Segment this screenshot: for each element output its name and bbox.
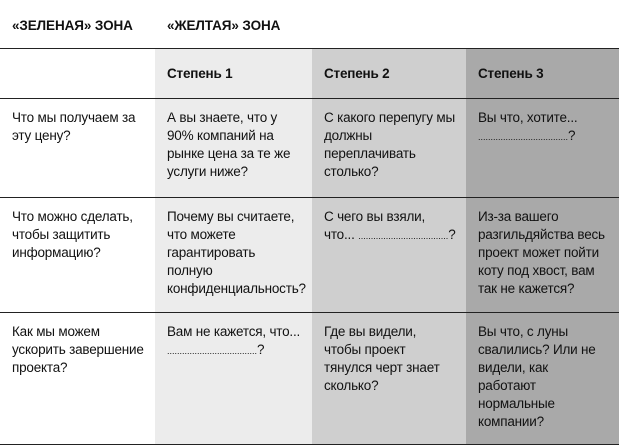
answer-price-degree-3-text: Вы что, хотите... <box>478 110 578 125</box>
blank-line: .................................... <box>167 346 258 356</box>
answer-tail: ? <box>568 128 576 143</box>
answer-speed-degree-1-text: Вам не кажется, что... <box>167 324 301 339</box>
answer-protect-degree-3: Из-за вашего разгильдяйства весь проект может пойти коту под хвост, вам так не кажется? <box>466 198 619 313</box>
blank-line: .................................... <box>358 231 449 241</box>
green-zone-title: «ЗЕЛЕНАЯ» ЗОНА <box>12 18 133 33</box>
answer-protect-degree-2 <box>312 198 466 313</box>
blank-line: .................................... <box>478 132 569 142</box>
answer-speed-degree-1 <box>155 313 312 445</box>
answer-protect-degree-2-text-2: что... <box>324 227 359 242</box>
answer-tail: ? <box>257 342 265 357</box>
header-degree-3: Степень 3 <box>466 48 619 98</box>
header-empty <box>0 48 155 98</box>
header-degree-1: Степень 1 <box>155 48 312 98</box>
yellow-zone-title: «ЖЕЛТАЯ» ЗОНА <box>167 18 281 33</box>
answer-price-degree-1: А вы знаете, что у 90% компаний на рынке цена за те же услуги ниже? <box>155 98 312 198</box>
answer-tail: ? <box>448 227 456 242</box>
header-degree-2: Степень 2 <box>312 48 466 98</box>
question-speed-up: Как мы можем ускорить завершение проекта? <box>0 313 155 445</box>
question-protect-info: Что можно сделать, чтобы защитить информацию? <box>0 198 155 313</box>
answer-price-degree-2: С какого перепугу мы должны переплачивать столько? <box>312 98 466 198</box>
answer-speed-degree-3: Вы что, с луны свалились? Или не видели, как работают нормальные компании? <box>466 313 619 445</box>
answer-speed-degree-2: Где вы видели, чтобы проект тянулся черт знает сколько? <box>312 313 466 445</box>
answer-price-degree-3 <box>466 98 619 198</box>
question-price: Что мы получаем за эту цену? <box>0 98 155 198</box>
answer-protect-degree-2-text-1: С чего вы взяли, <box>324 209 426 224</box>
answer-protect-degree-1: Почему вы считаете, что можете гарантировать полную конфиденциальность? <box>155 198 312 313</box>
